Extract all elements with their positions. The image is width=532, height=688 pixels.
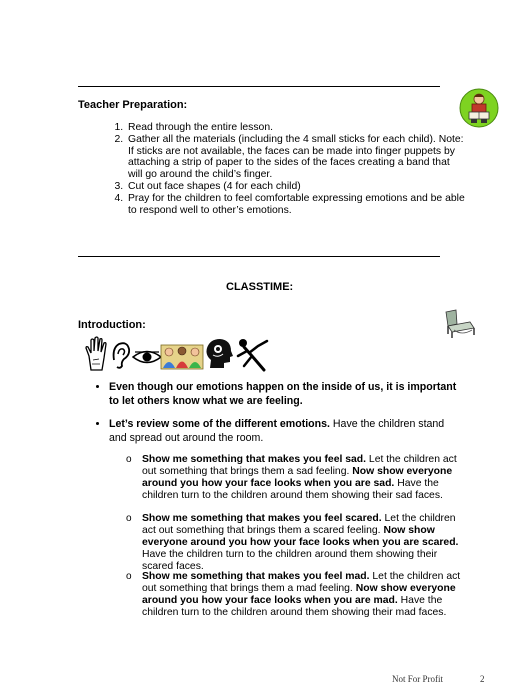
footer-note: Not For Profit [392, 674, 444, 684]
section-divider [78, 256, 440, 257]
page-number: 2 [480, 674, 485, 684]
prep-item: 3. Cut out face shapes (4 for each child) [126, 181, 466, 193]
emotion-sub-list-mad [126, 571, 462, 619]
list-item: • Even though our emotions happen on the inside of us, it is important to let others know what we are feeling. [109, 381, 457, 408]
children-group-icon [160, 344, 204, 370]
ear-icon [110, 340, 132, 370]
classtime-heading: CLASSTIME: [226, 281, 294, 293]
list-item: • Let’s review some of the different emotions. Have the children stand and spread out around the room. [109, 418, 457, 445]
intro-bullet-list [92, 381, 457, 408]
list-item: o Show me something that makes you feel scared. Let the children act out something that brings them a scared feeling. Now show everyone around you how your face looks when you are scared. Have the children turn to the children around them showing their scared faces. [142, 513, 462, 573]
eye-icon [132, 348, 162, 366]
prep-item: 1. Read through the entire lesson. [126, 122, 466, 134]
emotion-sub-list-sad [126, 454, 462, 502]
stretching-person-icon [234, 336, 270, 372]
emotion-sub-list-scared [126, 513, 462, 573]
teacher-prep-heading: Teacher Preparation: [78, 99, 188, 111]
chair-icon [440, 308, 478, 340]
hand-icon [84, 336, 110, 372]
teacher-prep-list [96, 122, 466, 216]
head-profile-icon [204, 338, 234, 370]
intro-bullet-list-2 [92, 418, 457, 445]
prep-item: 4. Pray for the children to feel comfortable expressing emotions and be able to respond well to other’s emotions. [126, 193, 466, 217]
introduction-heading: Introduction: [78, 319, 146, 331]
prep-item: 2. Gather all the materials (including the 4 small sticks for each child). Note: If sticks are not available, the faces can be made into finger puppets by attaching a strip of paper to the sides of the faces creating a band that will go around the child’s finger. [126, 134, 466, 181]
top-divider [78, 86, 440, 87]
list-item: o Show me something that makes you feel mad. Let the children act out something that brings them a mad feeling. Now show everyone around you how your face looks when you are mad. Have the children turn to the children around them showing their mad faces. [142, 571, 462, 619]
list-item: o Show me something that makes you feel sad. Let the children act out something that brings them a sad feeling. Now show everyone around you how your face looks when you are sad. Have the children turn to the children around them showing their sad faces. [142, 454, 462, 502]
